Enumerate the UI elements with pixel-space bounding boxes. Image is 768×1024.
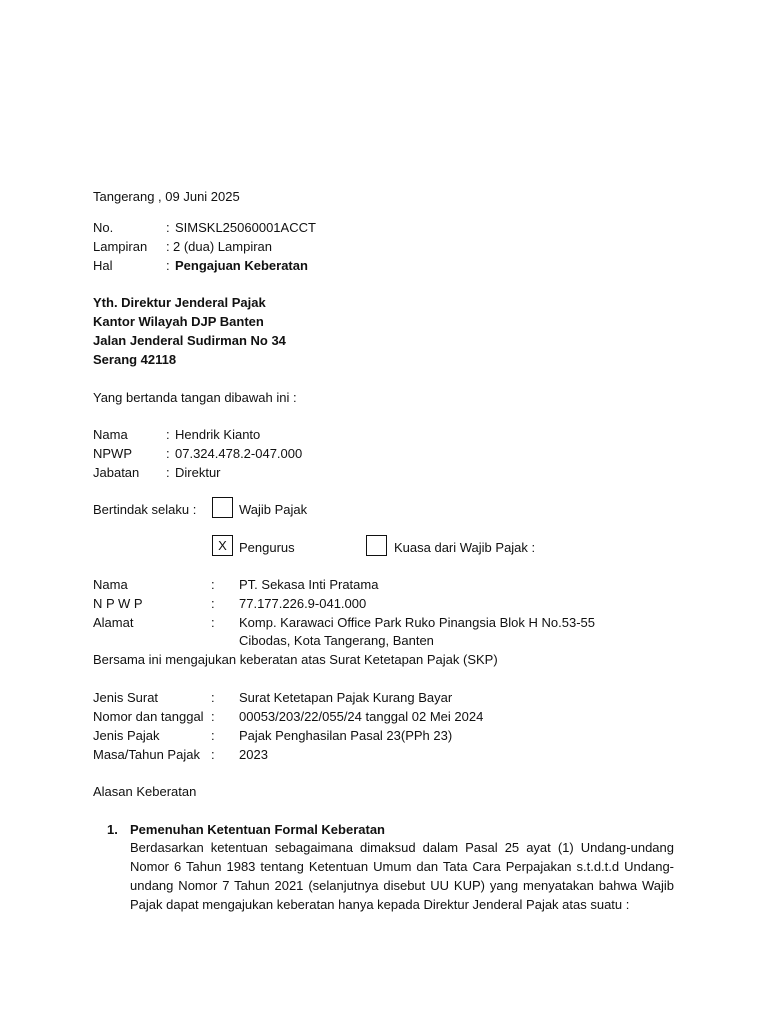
pengurus-label: Pengurus [239,540,295,555]
signer-jabatan-value: Direktur [175,465,221,480]
pengurus-checkbox[interactable]: X [212,535,233,556]
intro-text: Yang bertanda tangan dibawah ini : [93,390,297,405]
recipient-line: Jalan Jenderal Sudirman No 34 [93,333,286,348]
signer-nama-value: Hendrik Kianto [175,427,261,442]
section-title: Pemenuhan Ketentuan Formal Keberatan [130,822,385,837]
company-alamat-line2: Cibodas, Kota Tangerang, Banten [239,633,434,648]
masa-label: Masa/Tahun Pajak [93,747,200,762]
kuasa-label: Kuasa dari Wajib Pajak : [394,540,536,555]
no-value: SIMSKL25060001ACCT [175,220,316,235]
section-number: 1. [107,822,118,837]
signer-nama-colon: : [166,427,170,442]
jenis-surat-colon: : [211,690,215,705]
masa-value: 2023 [239,747,268,762]
hal-value: Pengajuan Keberatan [175,258,308,273]
jenis-surat-label: Jenis Surat [93,690,159,705]
section-paragraph-line: Pajak dapat mengajukan keberatan hanya kepada Direktur Jenderal Pajak atas suatu : [130,897,630,912]
signer-npwp-value: 07.324.478.2-047.000 [175,446,303,461]
nomor-value: 00053/203/22/055/24 tanggal 02 Mei 2024 [239,709,484,724]
lampiran-label: Lampiran [93,239,148,254]
wajib-pajak-checkbox[interactable] [212,497,233,518]
recipient-line: Kantor Wilayah DJP Banten [93,314,264,329]
jenis-pajak-label: Jenis Pajak [93,728,160,743]
reason-heading: Alasan Keberatan [93,784,197,799]
hal-colon: : [166,258,170,273]
signer-npwp-label: NPWP [93,446,132,461]
company-npwp-value: 77.177.226.9-041.000 [239,596,367,611]
company-nama-value: PT. Sekasa Inti Pratama [239,577,379,592]
jenis-pajak-colon: : [211,728,215,743]
section-paragraph-line: Berdasarkan ketentuan sebagaimana dimaksud dalam Pasal 25 ayat (1) Undang-undang [130,840,674,855]
nomor-label: Nomor dan tanggal [93,709,204,724]
section-paragraph-line: undang Nomor 7 Tahun 2021 (selanjutnya disebut UU KUP) yang menyatakan bahwa Wajib [130,878,674,893]
wajib-pajak-label: Wajib Pajak [239,502,308,517]
company-alamat-colon: : [211,615,215,630]
lampiran-colon: : [166,239,170,254]
section-paragraph-line: Nomor 6 Tahun 1983 tentang Ketentuan Umum dan Tata Cara Perpajakan s.t.d.t.d Undang- [130,859,674,874]
kuasa-checkbox[interactable] [366,535,387,556]
no-label: No. [93,220,114,235]
signer-jabatan-colon: : [166,465,170,480]
recipient-line: Serang 42118 [93,352,177,367]
signer-npwp-colon: : [166,446,170,461]
company-alamat-line1: Komp. Karawaci Office Park Ruko Pinangsia Blok H No.53-55 [239,615,595,630]
jenis-pajak-value: Pajak Penghasilan Pasal 23(PPh 23) [239,728,453,743]
masa-colon: : [211,747,215,762]
lampiran-value: 2 (dua) Lampiran [173,239,272,254]
nomor-colon: : [211,709,215,724]
acting-label: Bertindak selaku : [93,502,197,517]
hal-label: Hal [93,258,113,273]
jenis-surat-value: Surat Ketetapan Pajak Kurang Bayar [239,690,453,705]
place-date: Tangerang , 09 Juni 2025 [93,189,240,204]
company-npwp-label: N P W P [93,596,143,611]
signer-nama-label: Nama [93,427,128,442]
signer-jabatan-label: Jabatan [93,465,140,480]
company-nama-label: Nama [93,577,128,592]
company-npwp-colon: : [211,596,215,611]
no-colon: : [166,220,170,235]
recipient-line: Yth. Direktur Jenderal Pajak [93,295,266,310]
submission-text: Bersama ini mengajukan keberatan atas Surat Ketetapan Pajak (SKP) [93,652,498,667]
company-alamat-label: Alamat [93,615,134,630]
company-nama-colon: : [211,577,215,592]
